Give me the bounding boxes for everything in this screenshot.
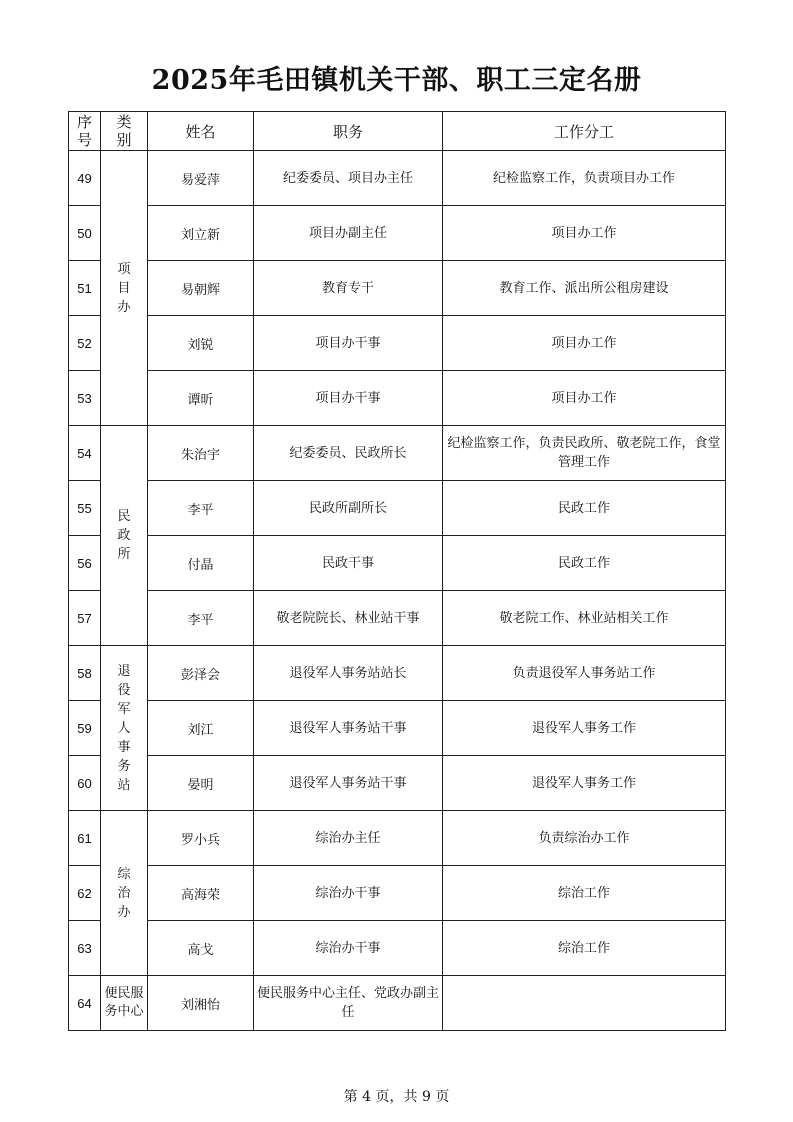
row-seq: 63 (69, 921, 101, 976)
table-row (69, 316, 726, 371)
row-duty: 民政工作 (443, 481, 726, 536)
row-name: 高海荣 (148, 866, 254, 921)
row-duty: 综治工作 (443, 866, 726, 921)
table-row (69, 261, 726, 316)
row-seq: 55 (69, 481, 101, 536)
table-row (69, 976, 726, 1031)
row-name: 刘江 (148, 701, 254, 756)
table-row (69, 591, 726, 646)
row-seq: 57 (69, 591, 101, 646)
row-duty: 项目办工作 (443, 206, 726, 261)
row-duty: 教育工作、派出所公租房建设 (443, 261, 726, 316)
row-name: 朱治宇 (148, 426, 254, 481)
table-header-row (69, 112, 726, 151)
row-seq: 64 (69, 976, 101, 1031)
row-seq: 51 (69, 261, 101, 316)
table-row (69, 151, 726, 206)
row-position: 纪委委员、项目办主任 (254, 151, 443, 206)
row-seq: 53 (69, 371, 101, 426)
row-seq: 49 (69, 151, 101, 206)
category-cell (101, 811, 148, 976)
page-footer (0, 1086, 793, 1106)
category-label: 综治办 (117, 866, 131, 920)
row-duty: 退役军人事务工作 (443, 701, 726, 756)
category-label: 退役军人事务站 (117, 663, 131, 793)
footer-prefix: 第 (343, 1089, 358, 1105)
header-name: 姓名 (148, 112, 254, 151)
header-duty: 工作分工 (443, 112, 726, 151)
row-position: 项目办干事 (254, 316, 443, 371)
header-category (101, 112, 148, 151)
row-duty: 负责综治办工作 (443, 811, 726, 866)
category-cell (101, 646, 148, 811)
table-row (69, 811, 726, 866)
row-position: 项目办干事 (254, 371, 443, 426)
row-name: 彭泽会 (148, 646, 254, 701)
document-title: 2025年毛田镇机关干部、职工三定名册 (151, 65, 642, 96)
row-position: 退役军人事务站干事 (254, 701, 443, 756)
table-row (69, 866, 726, 921)
header-category-line1: 类 (116, 113, 132, 131)
row-seq: 56 (69, 536, 101, 591)
category-cell (101, 976, 148, 1031)
row-position: 便民服务中心主任、党政办副主任 (254, 976, 443, 1031)
row-duty (443, 976, 726, 1031)
row-name: 刘锐 (148, 316, 254, 371)
header-seq-line1: 序 (76, 113, 92, 131)
category-label: 民政所 (117, 509, 131, 562)
row-seq: 58 (69, 646, 101, 701)
footer-suffix: 页 (435, 1089, 450, 1105)
row-name: 易爱萍 (148, 151, 254, 206)
table-row (69, 646, 726, 701)
category-label: 项目办 (117, 261, 131, 315)
row-name: 刘立新 (148, 206, 254, 261)
table-row (69, 756, 726, 811)
row-seq: 59 (69, 701, 101, 756)
row-position: 民政干事 (254, 536, 443, 591)
row-name: 易朝辉 (148, 261, 254, 316)
row-position: 综治办主任 (254, 811, 443, 866)
row-position: 教育专干 (254, 261, 443, 316)
category-cell (101, 151, 148, 426)
row-name: 罗小兵 (148, 811, 254, 866)
table-row (69, 206, 726, 261)
row-seq: 62 (69, 866, 101, 921)
row-position: 项目办副主任 (254, 206, 443, 261)
header-seq (69, 112, 101, 151)
row-name: 高戈 (148, 921, 254, 976)
row-duty: 纪检监察工作，负责项目办工作 (443, 151, 726, 206)
footer-total-pages: 9 (421, 1089, 431, 1105)
row-name: 刘湘怡 (148, 976, 254, 1031)
table-row (69, 701, 726, 756)
row-name: 付晶 (148, 536, 254, 591)
row-seq: 50 (69, 206, 101, 261)
row-position: 综治办干事 (254, 866, 443, 921)
row-name: 谭昕 (148, 371, 254, 426)
row-seq: 54 (69, 426, 101, 481)
row-duty: 综治工作 (443, 921, 726, 976)
row-position: 民政所副所长 (254, 481, 443, 536)
category-label: 便民服务中心 (104, 986, 144, 1019)
row-duty: 纪检监察工作，负责民政所、敬老院工作，食堂管理工作 (443, 426, 726, 481)
row-duty: 退役军人事务工作 (443, 756, 726, 811)
header-seq-line2: 号 (76, 131, 92, 149)
table-row (69, 426, 726, 481)
row-position: 退役军人事务站干事 (254, 756, 443, 811)
row-name: 李平 (148, 591, 254, 646)
row-name: 晏明 (148, 756, 254, 811)
header-position: 职务 (254, 112, 443, 151)
row-name: 李平 (148, 481, 254, 536)
row-duty: 项目办工作 (443, 316, 726, 371)
row-seq: 52 (69, 316, 101, 371)
row-duty: 负责退役军人事务站工作 (443, 646, 726, 701)
footer-page-number: 4 (362, 1089, 372, 1105)
footer-middle: 页，共 (375, 1089, 418, 1105)
row-seq: 61 (69, 811, 101, 866)
staff-roster-table (68, 111, 726, 1031)
row-duty: 项目办工作 (443, 371, 726, 426)
row-duty: 敬老院工作、林业站相关工作 (443, 591, 726, 646)
table-row (69, 536, 726, 591)
table-row (69, 481, 726, 536)
table-row (69, 371, 726, 426)
row-position: 纪委委员、民政所长 (254, 426, 443, 481)
table-row (69, 921, 726, 976)
row-position: 综治办干事 (254, 921, 443, 976)
row-position: 退役军人事务站站长 (254, 646, 443, 701)
row-position: 敬老院院长、林业站干事 (254, 591, 443, 646)
row-seq: 60 (69, 756, 101, 811)
row-duty: 民政工作 (443, 536, 726, 591)
header-category-line2: 别 (116, 131, 132, 149)
category-cell (101, 426, 148, 646)
